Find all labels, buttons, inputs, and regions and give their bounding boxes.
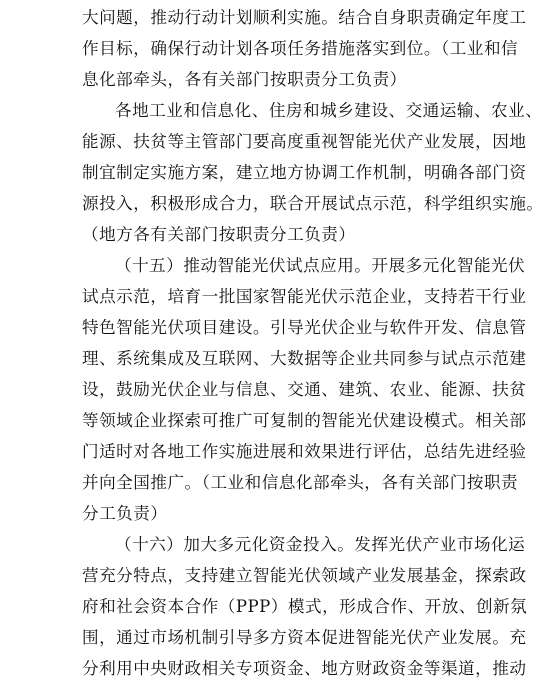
text-line: 特色智能光伏项目建设。引导光伏企业与软件开发、信息管 <box>82 318 527 337</box>
text-line: 制宜制定实施方案，建立地方协调工作机制，明确各部门资 <box>82 163 527 182</box>
text-line: （地方各有关部门按职责分工负责） <box>82 225 356 244</box>
text-line: 设，鼓励光伏企业与信息、交通、建筑、农业、能源、扶贫 <box>82 380 527 399</box>
text-line: 等领域企业探索可推广可复制的智能光伏建设模式。相关部 <box>82 411 527 430</box>
paragraph-start-line: （十六）加大多元化资金投入。发挥光伏产业市场化运 <box>115 535 526 554</box>
text-line: 分利用中央财政相关专项资金、地方财政资金等渠道，推动 <box>82 659 527 678</box>
text-line: 源投入，积极形成合力，联合开展试点示范，科学组织实施。 <box>82 194 544 213</box>
text-line: 门适时对各地工作实施进展和效果进行评估，总结先进经验 <box>82 442 527 461</box>
text-line: 大问题，推动行动计划顺利实施。结合自身职责确定年度工 <box>82 8 527 27</box>
text-line: 息化部牵头，各有关部门按职责分工负责） <box>82 70 407 89</box>
text-line: 分工负责） <box>82 504 168 523</box>
text-line: 作目标，确保行动计划各项任务措施落实到位。（工业和信 <box>82 39 519 58</box>
paragraph-start-line: （十五）推动智能光伏试点应用。开展多元化智能光伏 <box>115 256 526 275</box>
text-line: 营充分特点，支持建立智能光伏领域产业发展基金，探索政 <box>82 566 527 585</box>
text-line: 能源、扶贫等主管部门要高度重视智能光伏产业发展，因地 <box>82 132 527 151</box>
text-line: 理、系统集成及互联网、大数据等企业共同参与试点示范建 <box>82 349 527 368</box>
text-line: 围，通过市场机制引导多方资本促进智能光伏产业发展。充 <box>82 628 527 647</box>
text-line: 试点示范，培育一批国家智能光伏示范企业，支持若干行业 <box>82 287 527 306</box>
paragraph-start-line: 各地工业和信息化、住房和城乡建设、交通运输、农业、 <box>115 101 543 120</box>
text-line: 并向全国推广。（工业和信息化部牵头，各有关部门按职责 <box>82 473 519 492</box>
text-line: 府和社会资本合作（PPP）模式，形成合作、开放、创新氛 <box>82 597 528 616</box>
